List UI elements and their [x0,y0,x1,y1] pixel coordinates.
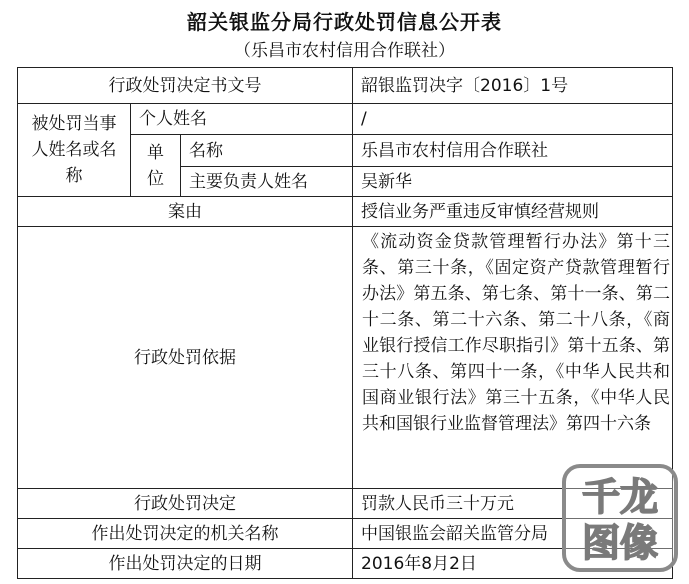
date-value: 2016年8月2日 [361,553,477,574]
leader-name-value: 吴新华 [361,171,412,192]
decision-label: 行政处罚决定 [134,493,236,514]
page-subtitle: （乐昌市农村信用合作联社） [234,41,455,61]
basis-value: 《流动资金贷款管理暂行办法》第十三条、第三十条，《固定资产贷款管理暂行办法》第五条、第七条、第十一条、第二十二条、第二十六条、第二十八条，《商业银行授信工作尽职指引》第十五条、第三十八条、第四十一条，《中华人民共和国商业银行法》第三十五条，《中华人民共和国银行业监督管理法》第四十六条 [362,232,670,434]
watermark-line1: 千龙 [581,475,659,519]
case-label: 案由 [168,201,202,222]
doc-number-value: 韶银监罚决字〔2016〕1号 [361,75,569,96]
table-border-bottom [17,578,673,579]
unit-label: 单位 [147,142,164,189]
case-value: 授信业务严重违反审慎经营规则 [361,201,599,222]
doc-number-label: 行政处罚决定书文号 [108,75,262,96]
decision-value: 罚款人民币三十万元 [361,493,514,514]
watermark-line2: 图像 [581,521,659,565]
unit-name-value: 乐昌市农村信用合作联社 [361,140,548,161]
authority-label: 作出处罚决定的机关名称 [91,523,279,544]
authority-value: 中国银监会韶关监管分局 [361,523,548,544]
person-name-value: / [361,109,367,129]
unit-name-label: 名称 [189,140,223,161]
watermark-logo [560,462,680,574]
person-name-label: 个人姓名 [139,109,207,129]
basis-label: 行政处罚依据 [134,347,236,368]
page-title: 韶关银监分局行政处罚信息公开表 [187,10,502,34]
party-label: 被处罚当事人姓名或名称 [31,114,117,186]
leader-name-label: 主要负责人姓名 [189,171,308,192]
date-label: 作出处罚决定的日期 [108,553,262,574]
